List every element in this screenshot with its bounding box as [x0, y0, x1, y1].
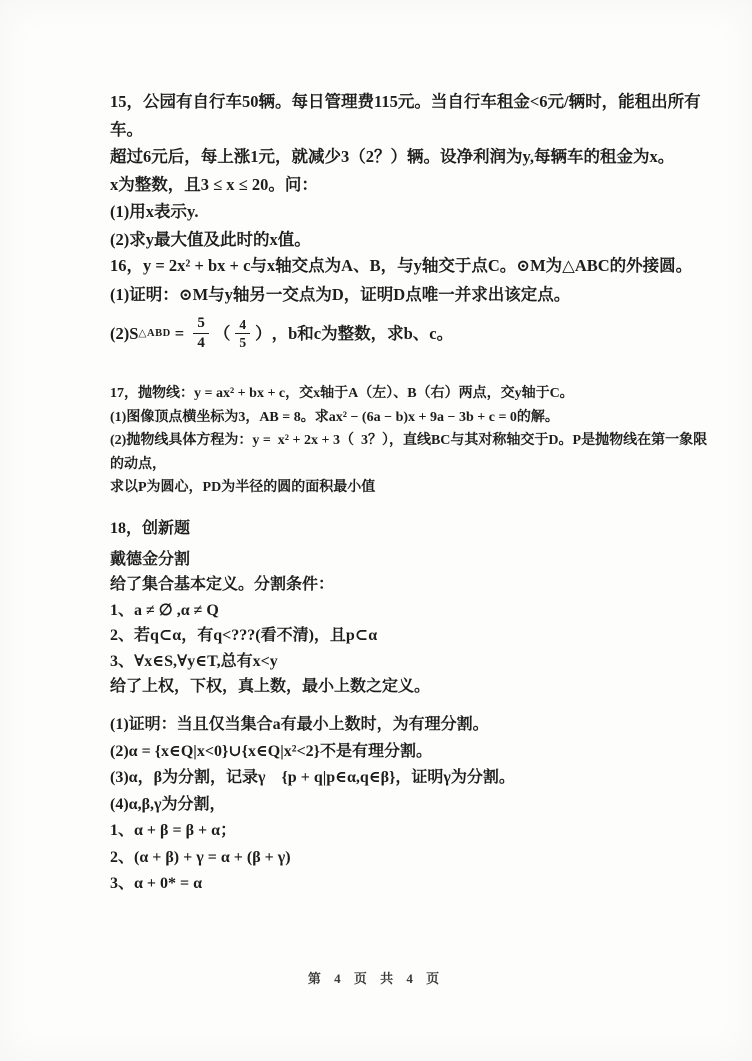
- problem-18-line: 给了上权，下权，真上数，最小上数之定义。: [110, 678, 431, 695]
- paren-close: ）: [255, 324, 272, 344]
- equation-prefix: (2)S: [110, 324, 139, 344]
- equation-suffix: ，b和c为整数，求b、c。: [271, 324, 454, 344]
- problem-15-subquestion-2: (2)求y最大值及此时的x值。: [110, 229, 311, 249]
- problem-16-subquestion-2: [110, 315, 714, 353]
- equation-subscript: △ABD: [138, 328, 171, 340]
- problem-18-line: 给了集合基本定义。分割条件：: [110, 576, 335, 593]
- problem-18-definitions: [110, 516, 714, 700]
- problem-16: [110, 251, 714, 353]
- fraction-4-5: [235, 317, 250, 351]
- problem-17: [110, 382, 714, 500]
- problem-18-subquestion-1: (1)证明：当且仅当集合a有最小上数时，为有理分割。: [110, 716, 489, 733]
- problem-15-line: 15，公园有自行车50辆。每日管理费115元。当自行车租金<6元/辆时，能租出所有车。: [110, 92, 701, 139]
- problem-16-line: 16，y = 2x² + bx + c与x轴交点为A、B，与y轴交于点C。⊙M为△ABC的外接圆。: [110, 256, 693, 275]
- paren-open: （: [213, 324, 231, 344]
- problem-18-condition-1: 1、a ≠ ∅ ,α ≠ Q: [110, 601, 219, 619]
- problem-17-subquestion-2: (2)抛物线具体方程为：y = x² + 2x + 3（ 3？），直线BC与其对称轴交于D。P是抛物线在第一象限的动点，: [110, 433, 708, 472]
- fraction-numerator: 4: [235, 317, 250, 335]
- page-number-footer: 第 4 页 共 4 页: [307, 971, 445, 986]
- problem-18-property-2: 2、(α + β) + γ = α + (β + γ): [110, 848, 291, 866]
- problem-17-subquestion-1: (1)图像顶点横坐标为3，AB = 8。求ax² − (6a − b)x + 9a − 3b + c = 0的解。: [110, 409, 559, 425]
- fraction-5-4: [193, 315, 209, 353]
- problem-18-subquestions: [110, 712, 714, 898]
- problem-18-property-1: 1、α + β = β + α；: [110, 822, 237, 839]
- problem-18-title: 18，创新题: [110, 520, 191, 537]
- problem-15: [110, 88, 714, 253]
- problem-17-line: 求以P为圆心，PD为半径的圆的面积最小值: [110, 480, 376, 495]
- problem-16-subquestion-1: (1)证明：⊙M与y轴另一交点为D，证明D点唯一并求出该定点。: [110, 285, 571, 304]
- problem-18-property-3: 3、α + 0* = α: [110, 875, 203, 892]
- problem-18-condition-2: 2、若q⊂α，有q<???(看不清)，且p⊂α: [110, 627, 378, 644]
- fraction-denominator: 5: [239, 335, 247, 351]
- fraction-denominator: 4: [197, 335, 205, 352]
- fraction-numerator: 5: [193, 315, 209, 334]
- problem-18-subquestion-2: (2)α = {x∈Q|x<0}∪{x∈Q|x²<2}不是有理分割。: [110, 742, 432, 760]
- equals-sign: =: [170, 324, 189, 344]
- problem-15-line: 超过6元后，每上涨1元，就减少3（2？）辆。设净利润为y,每辆车的租金为x。: [110, 147, 675, 166]
- problem-15-line: x为整数，且3 ≤ x ≤ 20。问：: [110, 174, 318, 194]
- problem-15-subquestion-1: (1)用x表示y.: [110, 202, 199, 221]
- problem-18-subquestion-4: (4)α,β,γ为分割，: [110, 795, 226, 813]
- problem-18-subquestion-3: (3)α，β为分割，记录γ {p + q|p∈α,q∈β}，证明γ为分割。: [110, 769, 515, 786]
- problem-18-condition-3: 3、∀x∈S,∀y∈T,总有x<y: [110, 652, 278, 670]
- problem-17-line: 17，抛物线：y = ax² + bx + c，交x轴于A（左）、B（右）两点，交y轴于C。: [110, 386, 574, 401]
- problem-18-subtitle: 戴德金分割: [110, 550, 191, 568]
